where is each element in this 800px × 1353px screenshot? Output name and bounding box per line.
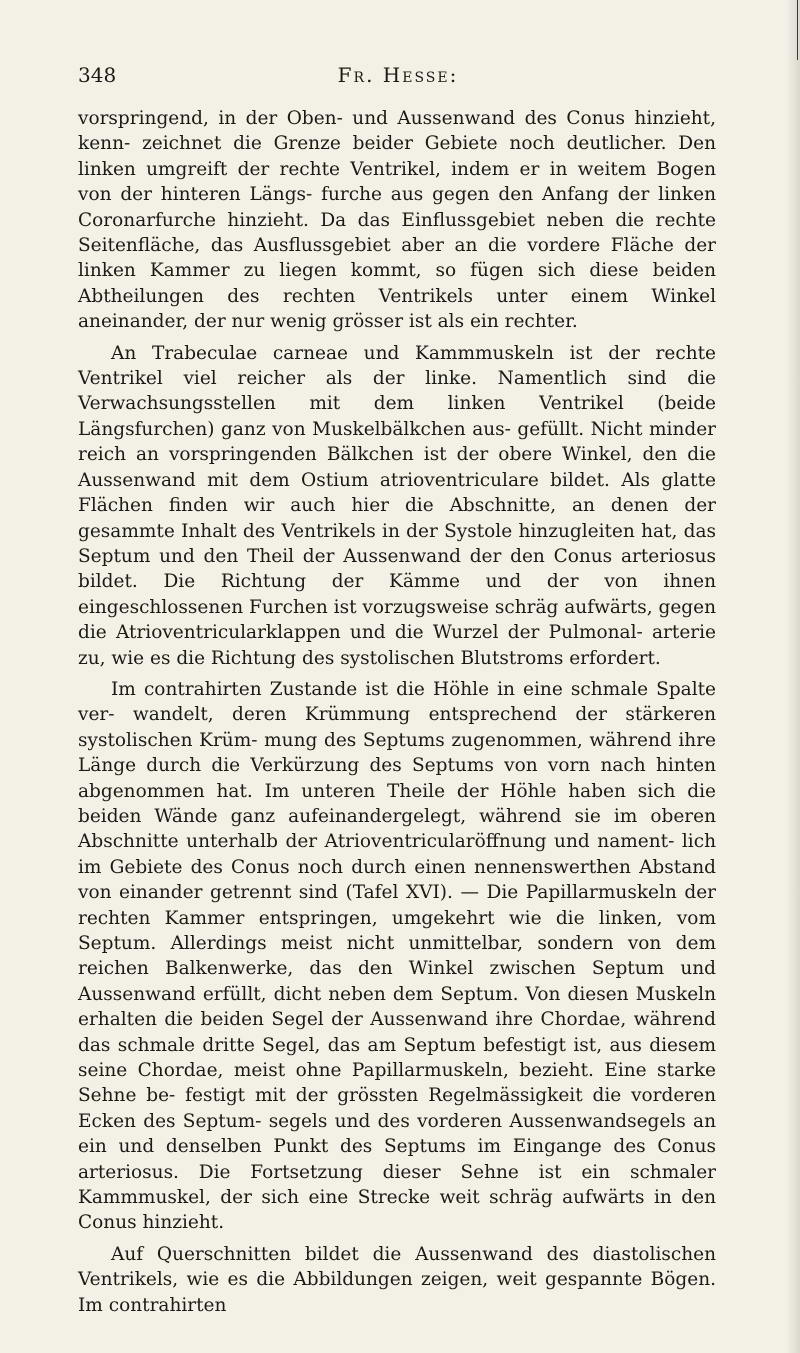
paragraph: An Trabeculae carneae und Kammmuskeln ist der rechte Ventrikel viel reicher als der linke. Namentlich sind die Verwachsungsstellen mit dem linken Ventrikel (beide Längsfurchen) ganz von Muskelbälkchen aus- gefüllt. Nicht minder reich an vorspringenden Bälkchen ist der obere Winkel, den die Aussenwand mit dem Ostium atrioventriculare bildet. Als glatte Flächen finden wir auch hier die Abschnitte, an denen der gesammte Inhalt des Ventrikels in der Systole hinzugleiten hat, das Septum und den Theil der Aussenwand der den Conus arteriosus bildet. Die Richtung der Kämme und der von ihnen eingeschlossenen Furchen ist vorzugsweise schräg aufwärts, gegen die Atrioventricularklappen und die Wurzel der Pulmonal- arterie zu, wie es die Richtung des systolischen Blutstroms erfordert. <box>78 342 716 669</box>
page-edge-shadow <box>786 0 800 1353</box>
body-text <box>78 106 716 1318</box>
paragraph: vorspringend, in der Oben- und Aussenwand des Conus hinzieht, kenn- zeichnet die Grenze beider Gebiete noch deutlicher. Den linken umgreift der rechte Ventrikel, indem er in weitem Bogen von der hinteren Längs- furche aus gegen den Anfang der linken Coronarfurche hinzieht. Da das Einflussgebiet neben die rechte Seitenfläche, das Ausflussgebiet aber an die vordere Fläche der linken Kammer zu liegen kommt, so fügen sich diese beiden Abtheilungen des rechten Ventrikels unter einem Winkel aneinander, der nur wenig grösser ist als ein rechter. <box>78 108 716 333</box>
page-edge-line <box>797 0 798 60</box>
paragraph: Auf Querschnitten bildet die Aussenwand des diastolischen Ventrikels, wie es die Abbildungen zeigen, weit gespannte Bögen. Im contrahirten <box>78 1243 716 1316</box>
paragraph: Im contrahirten Zustande ist die Höhle in eine schmale Spalte ver- wandelt, deren Krümmung entsprechend der stärkeren systolischen Krüm- mung des Septums zugenommen, während ihre Länge durch die Verkürzung des Septums von vorn nach hinten abgenommen hat. Im unteren Theile der Höhle haben sich die beiden Wände ganz aufeinandergelegt, während sie im oberen Abschnitte unterhalb der Atrioventricularöffnung und nament- lich im Gebiete des Conus noch durch einen nennenswerthen Abstand von einander getrennt sind (Tafel XVI). — Die Papillarmuskeln der rechten Kammer entspringen, umgekehrt wie die linken, vom Septum. Allerdings meist nicht unmittelbar, sondern von dem reichen Balkenwerke, das den Winkel zwischen Septum und Aussenwand erfüllt, dicht neben dem Septum. Von diesen Muskeln erhalten die beiden Segel der Aussenwand ihre Chordae, während das schmale dritte Segel, das am Septum befestigt ist, aus diesem seine Chordae, meist ohne Papillarmuskeln, bezieht. Eine starke Sehne be- festigt mit der grössten Regelmässigkeit die vorderen Ecken des Septum- segels und des vorderen Aussenwandsegels an ein und denselben Punkt des Septums im Eingange des Conus arteriosus. Die Fortsetzung dieser Sehne ist ein schmaler Kammmuskel, der sich eine Strecke weit schräg aufwärts in den Conus hinzieht. <box>78 678 716 1234</box>
running-head <box>78 63 718 93</box>
running-title: Fr. Hesse: <box>337 63 459 87</box>
page-number: 348 <box>78 63 117 87</box>
